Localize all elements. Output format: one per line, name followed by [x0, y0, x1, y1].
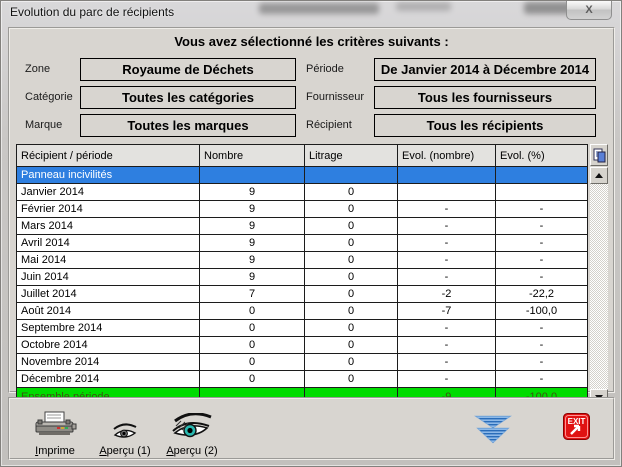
fournisseur-value-box — [374, 86, 596, 109]
fournisseur-value: Tous les fournisseurs — [417, 90, 553, 105]
table-cell: 0 — [200, 371, 305, 388]
table-grid — [16, 144, 588, 406]
table-cell: 9 — [200, 235, 305, 252]
table-cell: 0 — [200, 337, 305, 354]
copy-table-icon — [593, 148, 606, 163]
main-panel — [8, 27, 615, 393]
scrollbar-track[interactable] — [590, 184, 608, 389]
table-row[interactable] — [17, 235, 587, 252]
table-cell: 9 — [200, 252, 305, 269]
background-blur — [396, 2, 451, 11]
table-cell: - — [496, 269, 587, 286]
table-cell: - — [398, 371, 496, 388]
eye-icon — [110, 423, 140, 443]
footer-toolbar — [8, 397, 615, 460]
categorie-label: Catégorie — [25, 91, 73, 103]
table-cell: Panneau incivilités — [17, 167, 200, 184]
table-cell — [398, 167, 496, 184]
table-row[interactable] — [17, 303, 587, 320]
table-cell — [496, 167, 587, 184]
table-cell: -7 — [398, 303, 496, 320]
table-cell: Octobre 2014 — [17, 337, 200, 354]
table-cell: - — [398, 252, 496, 269]
table-cell: 0 — [200, 303, 305, 320]
table-cell: - — [398, 337, 496, 354]
eye-large-icon — [169, 413, 215, 443]
table-cell: 0 — [305, 371, 398, 388]
periode-value-box — [374, 58, 596, 81]
recipient-value: Tous les récipients — [426, 118, 544, 133]
table-header-row — [17, 145, 587, 167]
exit-button[interactable] — [563, 413, 590, 440]
table-cell: 9 — [200, 184, 305, 201]
table-cell: - — [496, 201, 587, 218]
table-cell: 0 — [305, 320, 398, 337]
table-cell: -2 — [398, 286, 496, 303]
table-cell: -100,0 — [496, 303, 587, 320]
table-cell: Février 2014 — [17, 201, 200, 218]
table-cell: 0 — [305, 235, 398, 252]
column-header: Litrage — [305, 145, 398, 167]
marque-value-box — [80, 114, 296, 137]
preview-2-button[interactable] — [149, 409, 235, 457]
table-scrollbar[interactable] — [590, 144, 608, 406]
table-cell: - — [398, 201, 496, 218]
table-cell: 0 — [305, 252, 398, 269]
window-title: Evolution du parc de récipients — [10, 5, 175, 19]
expand-more-button[interactable] — [472, 415, 514, 445]
table-cell: -22,2 — [496, 286, 587, 303]
table-cell: - — [496, 235, 587, 252]
results-table — [16, 144, 608, 406]
table-cell: 9 — [200, 218, 305, 235]
copy-table-button[interactable] — [590, 144, 608, 166]
table-row[interactable] — [17, 354, 587, 371]
marque-label: Marque — [25, 119, 63, 131]
table-cell: - — [496, 320, 587, 337]
zone-label: Zone — [25, 63, 51, 75]
column-header: Evol. (nombre) — [398, 145, 496, 167]
table-cell: Mars 2014 — [17, 218, 200, 235]
table-cell: - — [496, 218, 587, 235]
table-cell: 0 — [305, 218, 398, 235]
table-row[interactable] — [17, 337, 587, 354]
fournisseur-label: Fournisseur — [306, 91, 365, 103]
periode-label: Période — [306, 63, 344, 75]
table-cell: Septembre 2014 — [17, 320, 200, 337]
table-cell: 0 — [200, 354, 305, 371]
marque-value: Toutes les marques — [127, 118, 249, 133]
table-cell: 9 — [200, 201, 305, 218]
categorie-value-box — [80, 86, 296, 109]
close-icon: X — [585, 4, 593, 16]
table-cell: - — [496, 354, 587, 371]
zone-value-box — [80, 58, 296, 81]
zone-value: Royaume de Déchets — [122, 62, 254, 77]
categorie-value: Toutes les catégories — [122, 90, 254, 105]
background-blur — [259, 3, 379, 14]
table-cell — [496, 184, 587, 201]
table-cell: Décembre 2014 — [17, 371, 200, 388]
table-row[interactable] — [17, 167, 587, 184]
table-row[interactable] — [17, 371, 587, 388]
close-button[interactable] — [566, 1, 612, 20]
printer-icon — [33, 411, 77, 443]
table-body — [17, 167, 587, 405]
table-cell: Novembre 2014 — [17, 354, 200, 371]
table-cell: 0 — [305, 337, 398, 354]
column-header: Récipient / période — [17, 145, 200, 167]
table-cell: - — [398, 269, 496, 286]
table-cell: 0 — [305, 286, 398, 303]
title-bar[interactable] — [1, 1, 621, 26]
table-row[interactable] — [17, 320, 587, 337]
table-row[interactable] — [17, 286, 587, 303]
table-row[interactable] — [17, 269, 587, 286]
table-row[interactable] — [17, 201, 587, 218]
table-cell: Avril 2014 — [17, 235, 200, 252]
table-cell: - — [398, 235, 496, 252]
column-header: Nombre — [200, 145, 305, 167]
table-cell: Mai 2014 — [17, 252, 200, 269]
table-cell — [200, 167, 305, 184]
table-cell: Juin 2014 — [17, 269, 200, 286]
table-cell: 0 — [305, 184, 398, 201]
column-header: Evol. (%) — [496, 145, 587, 167]
exit-label: EXIT — [567, 417, 586, 426]
preview-1-label: Aperçu (1) — [99, 445, 151, 457]
table-row[interactable] — [17, 218, 587, 235]
criteria-caption: Vous avez sélectionné les critères suivants : — [174, 34, 449, 49]
preview-2-label: Aperçu (2) — [166, 445, 218, 457]
scroll-up-button[interactable] — [590, 167, 608, 184]
table-cell: Août 2014 — [17, 303, 200, 320]
table-cell: 7 — [200, 286, 305, 303]
table-cell: 0 — [305, 303, 398, 320]
recipient-value-box — [374, 114, 596, 137]
recipient-label: Récipient — [306, 119, 352, 131]
table-row[interactable] — [17, 252, 587, 269]
table-cell: - — [496, 371, 587, 388]
table-cell: 0 — [200, 320, 305, 337]
table-cell: 0 — [305, 354, 398, 371]
table-cell: Janvier 2014 — [17, 184, 200, 201]
table-cell — [398, 184, 496, 201]
double-chevron-down-icon — [472, 415, 514, 445]
table-row[interactable] — [17, 184, 587, 201]
table-cell: - — [398, 320, 496, 337]
table-cell: 0 — [305, 269, 398, 286]
periode-value: De Janvier 2014 à Décembre 2014 — [380, 62, 590, 77]
print-label: Imprime — [35, 445, 75, 457]
table-cell: 0 — [305, 201, 398, 218]
table-cell: - — [398, 218, 496, 235]
arrow-up-icon — [595, 173, 603, 178]
table-cell: Juillet 2014 — [17, 286, 200, 303]
table-cell: 9 — [200, 269, 305, 286]
table-cell: - — [398, 354, 496, 371]
table-cell: - — [496, 337, 587, 354]
table-cell: - — [496, 252, 587, 269]
table-cell — [305, 167, 398, 184]
